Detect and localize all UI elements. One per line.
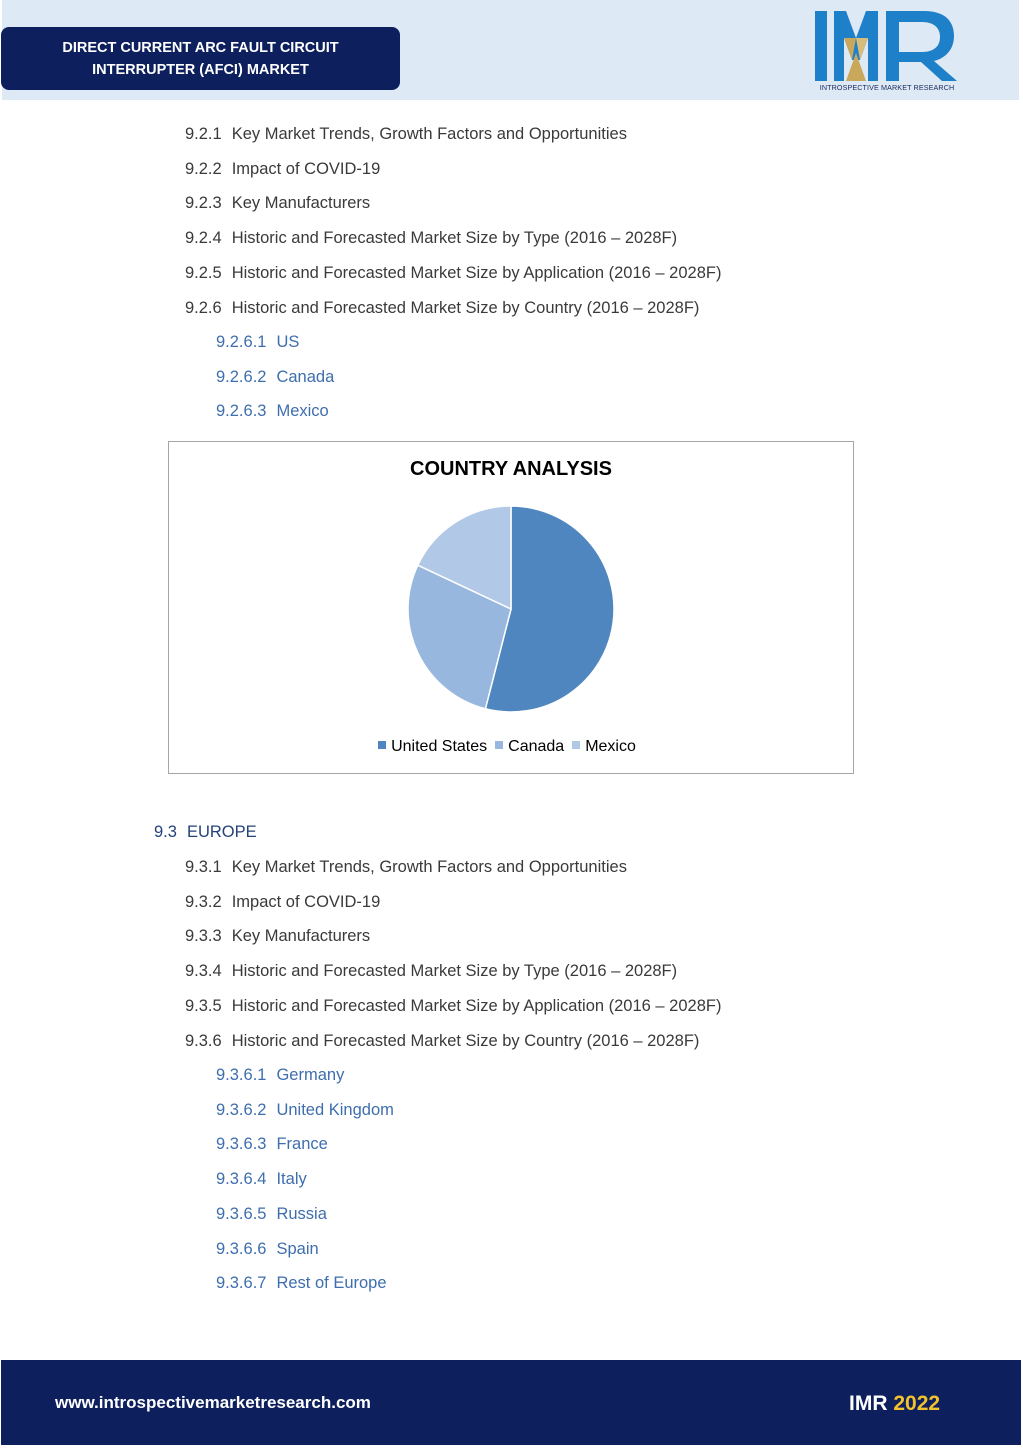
toc-number: 9.3.6.5 (216, 1204, 267, 1223)
toc-number: 9.3.6.1 (216, 1066, 267, 1084)
toc-item[interactable] (185, 927, 370, 946)
toc-number: 9.2.6.1 (216, 333, 267, 351)
toc-item[interactable] (185, 893, 380, 912)
toc-label: Key Manufacturers (231, 927, 371, 946)
toc-subitem[interactable] (216, 368, 334, 387)
footer-year: 2022 (893, 1392, 941, 1415)
footer-bar (1, 1360, 1021, 1445)
legend-swatch (572, 741, 580, 749)
toc-number: 9.2.6.2 (216, 367, 267, 386)
toc-label: Mexico (276, 402, 329, 421)
toc-label: United Kingdom (276, 1100, 394, 1119)
toc-label: Key Manufacturers (231, 194, 371, 213)
toc-item[interactable] (185, 997, 721, 1016)
toc-label: Germany (276, 1066, 345, 1084)
toc-number: 9.2.1 (185, 125, 222, 143)
section-label: EUROPE (186, 823, 257, 841)
legend-label: Mexico (585, 738, 636, 755)
toc-number: 9.3.6 (185, 1031, 222, 1050)
toc-number: 9.3.6.6 (216, 1239, 267, 1258)
toc-number: 9.2.3 (185, 194, 222, 213)
legend-item (495, 738, 564, 756)
chart-legend (169, 738, 853, 756)
toc-item[interactable] (185, 299, 699, 318)
toc-number: 9.3.6.7 (216, 1274, 267, 1293)
footer-brand-name: IMR (849, 1392, 888, 1415)
toc-number: 9.3.2 (185, 892, 222, 911)
toc-item[interactable] (185, 264, 721, 283)
toc-number: 9.3.4 (185, 962, 222, 981)
toc-label: Historic and Forecasted Market Size by Application (2016 – 2028F) (231, 263, 722, 282)
toc-item[interactable] (185, 962, 677, 981)
toc-number: 9.2.6.3 (216, 402, 267, 421)
footer-website-link[interactable]: www.introspectivemarketresearch.com (55, 1393, 371, 1412)
toc-number: 9.3.6.2 (216, 1100, 267, 1119)
toc-label: Historic and Forecasted Market Size by Country (2016 – 2028F) (231, 298, 700, 317)
toc-subitem[interactable] (216, 1066, 344, 1085)
toc-subitem[interactable] (216, 1135, 328, 1154)
legend-item (378, 738, 487, 756)
footer-brand (849, 1392, 940, 1416)
toc-item[interactable] (185, 229, 677, 248)
legend-swatch (378, 741, 386, 749)
toc-item[interactable] (185, 125, 627, 144)
legend-item (572, 738, 636, 756)
country-analysis-chart (168, 441, 854, 774)
legend-label: Canada (508, 738, 565, 755)
toc-subitem[interactable] (216, 1101, 394, 1120)
toc-number: 9.3.3 (185, 927, 222, 946)
logo-subtitle: INTROSPECTIVE MARKET RESEARCH (819, 83, 955, 92)
pie-chart (169, 442, 853, 773)
toc-label: Historic and Forecasted Market Size by Type (2016 – 2028F) (231, 962, 678, 981)
toc-label: Historic and Forecasted Market Size by Application (2016 – 2028F) (231, 996, 722, 1015)
toc-label: Italy (276, 1170, 307, 1189)
toc-number: 9.3.6.4 (216, 1170, 267, 1189)
toc-number: 9.2.6 (185, 298, 222, 317)
toc-label: Rest of Europe (276, 1274, 387, 1293)
toc-item[interactable] (185, 160, 380, 179)
toc-label: Canada (276, 367, 335, 386)
report-title-box (1, 27, 400, 90)
toc-label: Spain (276, 1239, 319, 1258)
toc-number: 9.3.6.3 (216, 1135, 267, 1154)
toc-number: 9.3.1 (185, 858, 222, 876)
legend-swatch (495, 741, 503, 749)
section-europe[interactable] (154, 823, 257, 842)
toc-label: Key Market Trends, Growth Factors and Opportunities (231, 858, 627, 876)
toc-number: 9.3.5 (185, 996, 222, 1015)
section-number: 9.3 (154, 823, 177, 841)
toc-subitem[interactable] (216, 402, 329, 421)
toc-label: Historic and Forecasted Market Size by Type (2016 – 2028F) (231, 229, 678, 248)
toc-number: 9.2.5 (185, 263, 222, 282)
toc-label: Historic and Forecasted Market Size by Country (2016 – 2028F) (231, 1031, 700, 1050)
toc-subitem[interactable] (216, 1170, 307, 1189)
toc-item[interactable] (185, 194, 370, 213)
toc-label: France (276, 1135, 328, 1154)
toc-subitem[interactable] (216, 1274, 387, 1293)
toc-label: Impact of COVID-19 (231, 159, 381, 178)
legend-label: United States (391, 738, 488, 755)
toc-subitem[interactable] (216, 1205, 327, 1224)
toc-label: Impact of COVID-19 (231, 892, 381, 911)
toc-label: Key Market Trends, Growth Factors and Opportunities (231, 125, 627, 143)
toc-subitem[interactable] (216, 333, 299, 352)
toc-subitem[interactable] (216, 1240, 319, 1259)
toc-number: 9.2.2 (185, 159, 222, 178)
toc-number: 9.2.4 (185, 229, 222, 248)
toc-label: Russia (276, 1204, 327, 1223)
chart-title: COUNTRY ANALYSIS (410, 458, 612, 480)
report-title: DIRECT CURRENT ARC FAULT CIRCUIT INTERRUPTER (AFCI) MARKET (62, 39, 339, 78)
toc-item[interactable] (185, 858, 627, 877)
toc-item[interactable] (185, 1032, 699, 1051)
toc-label: US (276, 333, 300, 351)
